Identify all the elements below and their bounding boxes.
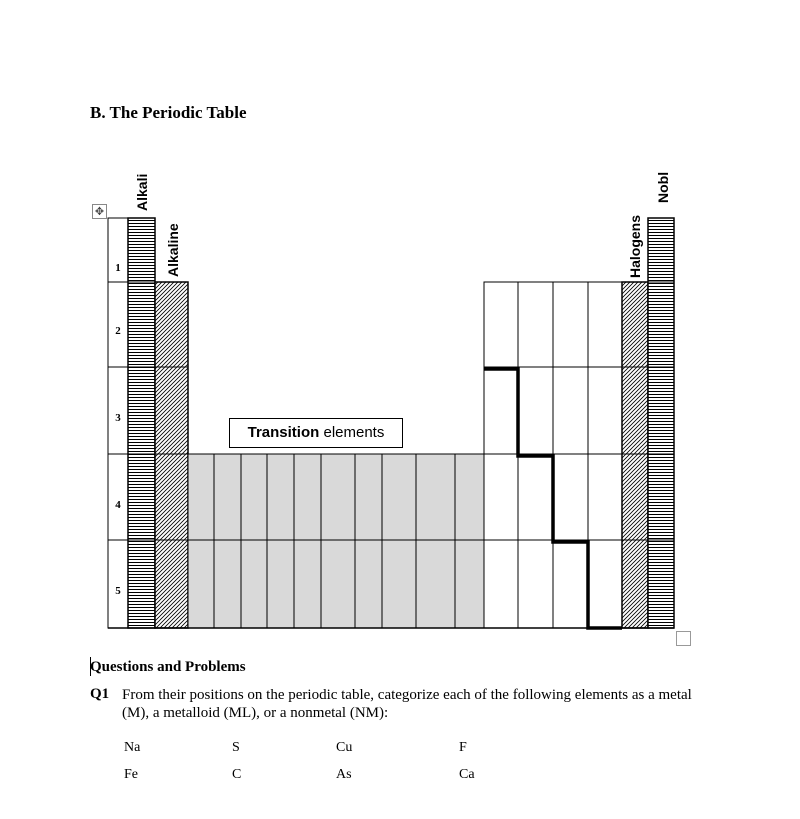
period-number: 4	[115, 499, 121, 511]
transition-label-rest: elements	[319, 424, 385, 441]
noble-column	[648, 218, 674, 628]
period-number: 5	[115, 585, 121, 597]
question-number: Q1	[90, 686, 110, 702]
transition-block	[188, 454, 484, 628]
element-symbol: F	[459, 740, 467, 755]
transition-elements-label	[229, 418, 403, 448]
period-number: 1	[115, 262, 121, 274]
element-symbol: Fe	[124, 767, 138, 782]
section-title: B. The Periodic Table	[90, 103, 247, 122]
element-symbol: Ca	[459, 767, 475, 782]
element-symbol: As	[336, 767, 352, 782]
period-number: 2	[115, 325, 121, 337]
element-symbol: C	[232, 767, 242, 782]
group-label-alkali: Alkali	[134, 173, 150, 211]
period-number: 3	[115, 412, 121, 424]
table-resize-handle[interactable]	[676, 631, 691, 646]
element-symbol: S	[232, 740, 240, 755]
group-label-alkaline: Alkaline	[165, 223, 181, 277]
alkali-column	[128, 218, 155, 628]
questions-heading: Questions and Problems	[90, 659, 246, 675]
element-symbol: Cu	[336, 740, 353, 755]
move-cross-icon[interactable]: ✥	[92, 204, 107, 219]
transition-label-bold: Transition	[247, 424, 320, 441]
halogens-column	[622, 282, 648, 628]
group-label-halogens: Halogens	[627, 214, 643, 278]
alkaline-column	[155, 282, 188, 628]
element-symbol: Na	[124, 740, 141, 755]
group-label-noble: Nobl	[655, 171, 671, 203]
question-text: From their positions on the periodic table, categorize each of the following elements as a metal (M), a metalloid (ML), or a nonmetal (NM):	[122, 687, 692, 721]
